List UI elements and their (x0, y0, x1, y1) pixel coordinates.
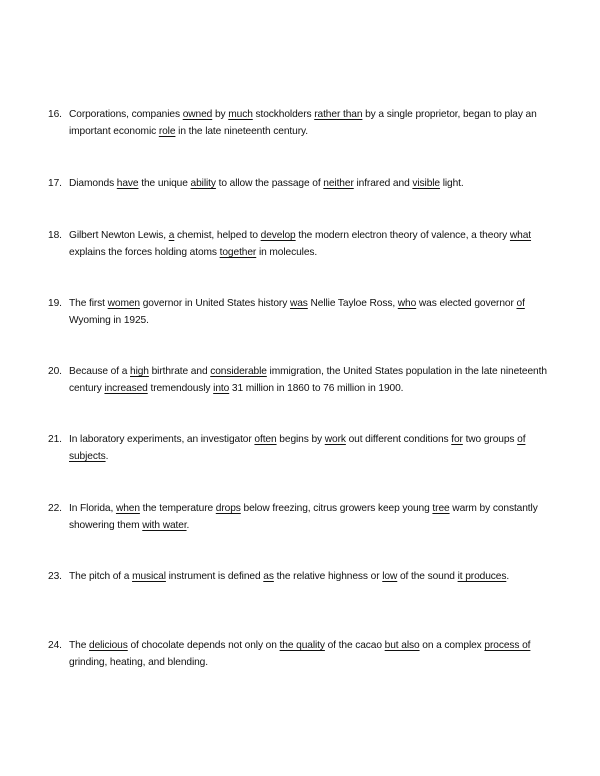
underlined-phrase: musical (132, 571, 166, 582)
text-segment: explains the forces holding atoms (69, 247, 220, 258)
question-item (48, 227, 548, 261)
text-segment: tremendously (147, 383, 214, 394)
underlined-phrase: role (158, 126, 176, 137)
underlined-phrase: with water (142, 520, 187, 531)
question-item (48, 637, 548, 671)
underlined-phrase: visible (412, 178, 440, 189)
underlined-phrase: for (451, 434, 463, 445)
underlined-phrase: increased (104, 383, 148, 394)
underlined-phrase: into (213, 383, 230, 394)
text-segment: the relative highness or (273, 571, 383, 582)
question-item (48, 500, 548, 534)
text-segment: The first (69, 298, 108, 309)
text-segment: The pitch of a (69, 571, 133, 582)
text-segment: out different conditions (345, 434, 452, 445)
underlined-phrase: but also (384, 640, 420, 651)
underlined-phrase: what (509, 230, 532, 241)
text-segment: The (69, 640, 89, 651)
text-segment: Nellie Tayloe Ross, (307, 298, 398, 309)
question-text (69, 175, 548, 192)
text-segment: . (186, 520, 190, 531)
question-number: 16. (48, 109, 62, 120)
underlined-phrase: of (516, 298, 525, 309)
text-segment: chemist, helped to (174, 230, 261, 241)
question-number: 20. (48, 366, 62, 377)
question-number: 18. (48, 230, 62, 241)
underlined-phrase: together (219, 247, 257, 258)
question-item (48, 363, 548, 397)
question-text (69, 431, 548, 465)
question-text (69, 363, 548, 397)
text-segment: governor in United States history (139, 298, 290, 309)
underlined-phrase: when (115, 503, 140, 514)
text-segment: on a complex (419, 640, 485, 651)
question-number: 22. (48, 503, 62, 514)
underlined-phrase: low (382, 571, 398, 582)
text-segment: two groups (462, 434, 518, 445)
text-segment: warm by constantly showering them (69, 503, 538, 531)
underlined-phrase: a (168, 230, 175, 241)
question-text (69, 637, 548, 671)
text-segment: below freezing, citrus growers keep young (240, 503, 433, 514)
underlined-phrase: often (254, 434, 277, 445)
underlined-phrase: have (116, 178, 139, 189)
text-segment: . (506, 571, 510, 582)
question-text (69, 295, 548, 329)
text-segment: in the late nineteenth century. (175, 126, 308, 137)
question-number: 19. (48, 298, 62, 309)
question-text (69, 106, 548, 140)
text-segment: the modern electron theory of valence, a theory (295, 230, 510, 241)
text-segment: begins by (276, 434, 325, 445)
question-number: 23. (48, 571, 62, 582)
text-segment: to allow the passage of (215, 178, 324, 189)
underlined-phrase: work (324, 434, 346, 445)
underlined-phrase: owned (182, 109, 213, 120)
text-segment: of the sound (397, 571, 458, 582)
underlined-phrase: process of (484, 640, 531, 651)
underlined-phrase: high (130, 366, 149, 377)
question-text (69, 227, 548, 261)
question-item (48, 431, 548, 465)
text-segment: was elected governor (416, 298, 517, 309)
underlined-phrase: drops (215, 503, 241, 514)
text-segment: . (105, 451, 109, 462)
question-number: 21. (48, 434, 62, 445)
text-segment: Because of a (69, 366, 130, 377)
underlined-phrase: of subjects (69, 434, 526, 462)
text-segment: Gilbert Newton Lewis, (69, 230, 169, 241)
text-segment: grinding, heating, and blending. (69, 657, 208, 668)
text-segment: by (212, 109, 229, 120)
text-segment: the temperature (139, 503, 216, 514)
text-segment: In laboratory experiments, an investigator (69, 434, 255, 445)
underlined-phrase: rather than (314, 109, 363, 120)
question-text (69, 500, 548, 534)
text-segment: Corporations, companies (69, 109, 183, 120)
underlined-phrase: the quality (279, 640, 325, 651)
text-segment: stockholders (252, 109, 315, 120)
question-number: 17. (48, 178, 62, 189)
underlined-phrase: women (107, 298, 140, 309)
text-segment: infrared and (353, 178, 413, 189)
question-item (48, 568, 548, 585)
underlined-phrase: much (228, 109, 253, 120)
underlined-phrase: was (289, 298, 308, 309)
text-segment: the unique (138, 178, 191, 189)
text-segment: immigration, the United States population in the late nineteenth century (69, 366, 547, 394)
underlined-phrase: tree (432, 503, 450, 514)
underlined-phrase: considerable (210, 366, 267, 377)
underlined-phrase: who (397, 298, 417, 309)
text-segment: by a single proprietor, began to play an important economic (69, 109, 537, 137)
text-segment: 31 million in 1860 to 76 million in 1900. (229, 383, 404, 394)
question-item (48, 295, 548, 329)
text-segment: In Florida, (69, 503, 116, 514)
question-item (48, 175, 548, 192)
text-segment: Wyoming in 1925. (69, 315, 149, 326)
underlined-phrase: ability (190, 178, 216, 189)
text-segment: Diamonds (69, 178, 117, 189)
underlined-phrase: develop (260, 230, 296, 241)
text-segment: birthrate and (148, 366, 211, 377)
text-segment: light. (439, 178, 464, 189)
text-segment: instrument is defined (165, 571, 264, 582)
underlined-phrase: it produces (457, 571, 507, 582)
text-segment: of chocolate depends not only on (127, 640, 280, 651)
underlined-phrase: neither (323, 178, 354, 189)
text-segment: of the cacao (324, 640, 385, 651)
question-item (48, 106, 548, 140)
question-number: 24. (48, 640, 62, 651)
underlined-phrase: delicious (89, 640, 128, 651)
question-text (69, 568, 548, 585)
underlined-phrase: as (263, 571, 274, 582)
text-segment: in molecules. (256, 247, 318, 258)
